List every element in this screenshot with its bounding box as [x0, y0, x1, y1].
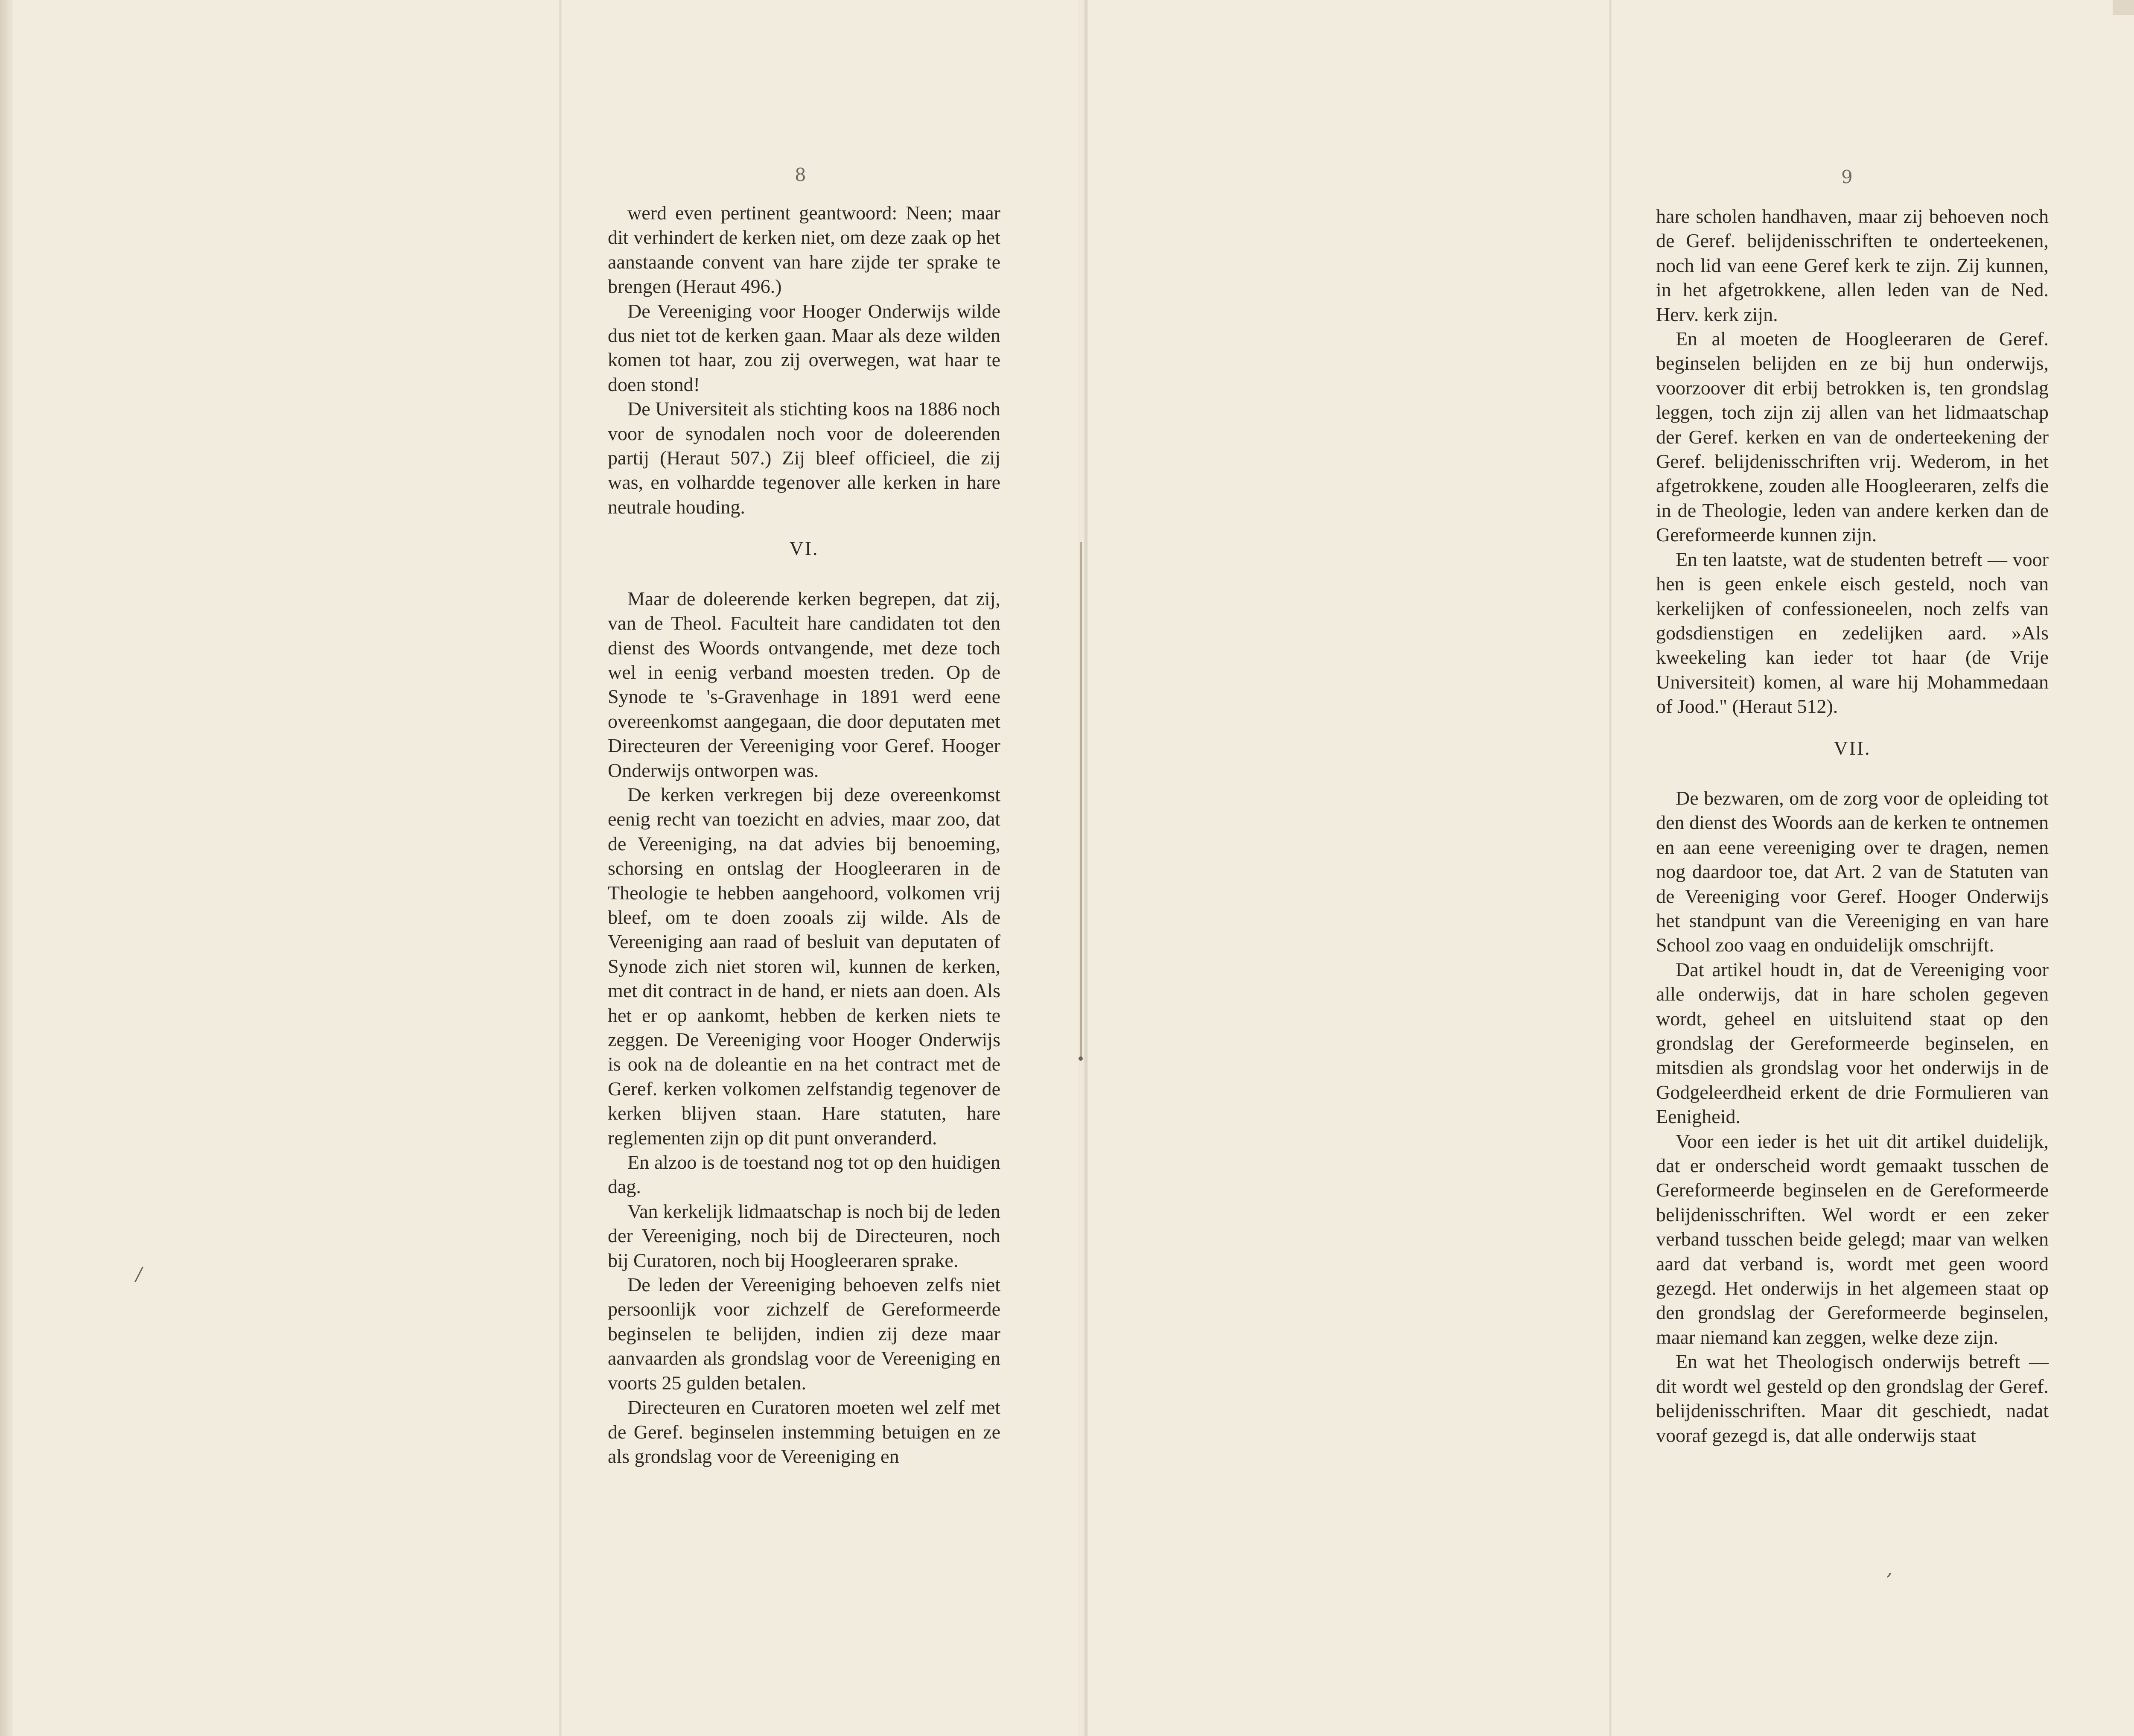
paragraph: Dat artikel houdt in, dat de Vereeniging voor alle onderwijs, dat in hare scholen gegeven wordt, geheel en uitsluitend staat op den grondslag der Gereformeerde beginselen, en mitsdien als grondslag voor het onderwijs in de Godgeleerdheid erkent de drie Formulieren van Eenigheid.	[1656, 958, 2049, 1128]
paragraph: werd even pertinent geantwoord: Neen; maar dit verhindert de kerken niet, om deze zaak op het aanstaande convent van hare zijde ter sprake te brengen (Heraut 496.)	[608, 202, 1000, 298]
page-number-left: 8	[795, 164, 807, 185]
left-page-text	[608, 201, 1000, 1468]
binding-dot	[1079, 1056, 1083, 1061]
paragraph: Maar de doleerende kerken begrepen, dat zij, van de Theol. Faculteit hare candidaten tot den dienst des Woords ontvangende, met deze toch wel in eenig verband moesten treden. Op de Synode te 's-Gravenhage in 1891 werd eene overeenkomst aangegaan, die door deputaten met Directeuren der Vereeniging voor Geref. Hooger Onderwijs ontworpen was.	[608, 587, 1000, 781]
paragraph: De kerken verkregen bij deze overeenkomst eenig recht van toezicht en advies, maar zoo, dat de Vereeniging, na dat advies bij benoeming, schorsing en ontslag der Hoogleeraren in de Theologie te hebben aangehoord, volkomen vrij bleef, om te doen zooals zij wilde. Als de Vereeniging aan raad of besluit van deputaten of Synode zich niet storen wil, kunnen de kerken, met dit contract in de hand, er niets aan doen. Als het er op aankomt, hebben de kerken niets te zeggen. De Vereeniging voor Hooger Onderwijs is ook na de doleantie en na het contract met de Geref. kerken volkomen zelfstandig tegenover de kerken blijven staan. Hare statuten, hare reglementen zijn op dit punt onveranderd.	[608, 783, 1000, 1149]
paragraph: Voor een ieder is het uit dit artikel duidelijk, dat er onderscheid wordt gemaakt tusschen de Gereformeerde beginselen en de Gereformeerde belijdenisschriften. Wel wordt er een zeker verband tusschen beide gelegd; maar van welken aard dat verband is, wordt met geen woord gezegd. Het onderwijs in het algemeen staat op den grondslag der Gereformeerde beginselen, maar niemand kan zeggen, welke deze zijn.	[1656, 1130, 2049, 1348]
section-heading: VII.	[1834, 737, 1871, 759]
paper-fold-3	[1609, 0, 1612, 1736]
page-number-right: 9	[1841, 166, 1854, 187]
paragraph: De Vereeniging voor Hooger Onderwijs wilde dus niet tot de kerken gaan. Maar als deze wilden komen tot haar, zou zij overwegen, wat haar te doen stond!	[608, 300, 1000, 395]
left-paper-edge	[0, 0, 13, 1736]
right-page-text	[1656, 204, 2049, 1447]
paragraph: En al moeten de Hoogleeraren de Geref. beginselen belijden en ze bij hun onderwijs, voorzoover dit erbij betrokken is, ten grondslag leggen, toch zijn zij allen van het lidmaatschap der Geref. kerken en van de onderteekening der Geref. belijdenisschriften vrij. Wederom, in het afgetrokkene, zouden alle Hoogleeraren, zelfs die in de Theologie, leden van andere kerken dan de Gereformeerde kunnen zijn.	[1656, 328, 2049, 546]
paragraph: En wat het Theologisch onderwijs betreft — dit wordt wel gesteld op den grondslag der Geref. belijdenisschriften. Maar dit geschiedt, nadat vooraf gezegd is, dat alle onderwijs staat	[1656, 1351, 2049, 1446]
margin-mark-right: ,	[1886, 1558, 1892, 1580]
paragraph: Van kerkelijk lidmaatschap is noch bij de leden der Vereeniging, noch bij de Directeuren, noch bij Curatoren, noch bij Hoogleeraren sprake.	[608, 1200, 1000, 1271]
section-heading: VI.	[789, 537, 819, 560]
center-gutter	[1084, 0, 1088, 1736]
paragraph: Directeuren en Curatoren moeten wel zelf met de Geref. beginselen instemming betuigen en ze als grondslag voor de Vereeniging en	[608, 1396, 1000, 1467]
paragraph: hare scholen handhaven, maar zij behoeven noch de Geref. belijdenisschriften te onderteekenen, noch lid van eene Geref kerk te zijn. Zij kunnen, in het afgetrokkene, allen leden van de Ned. Herv. kerk zijn.	[1656, 205, 2049, 325]
paragraph: De Universiteit als stichting koos na 1886 noch voor de synodalen noch voor de doleerenden partij (Heraut 507.) Zij bleef officieel, die zij was, en volhardde tegenover alle kerken in hare neutrale houding.	[608, 398, 1000, 518]
margin-mark-left: /	[136, 1263, 142, 1285]
top-right-paper-fold	[2113, 0, 2134, 15]
binding-thread	[1080, 542, 1082, 1059]
paper-fold-1	[559, 0, 562, 1736]
paragraph: De bezwaren, om de zorg voor de opleiding tot den dienst des Woords aan de kerken te ontnemen en aan eene vereeniging over te dragen, nemen nog daardoor toe, dat Art. 2 van de Statuten van de Vereeniging voor Geref. Hooger Onderwijs het standpunt van die Vereeniging en van hare School zoo vaag en onduidelijk omschrijft.	[1656, 787, 2049, 956]
paragraph: En alzoo is de toestand nog tot op den huidigen dag.	[608, 1151, 1000, 1198]
paragraph: En ten laatste, wat de studenten betreft — voor hen is geen enkele eisch gesteld, noch van kerkelijken of confessioneelen, noch zelfs van godsdienstigen en zedelijken aard. »Als kweekeling kan ieder tot haar (de Vrije Universiteit) komen, al ware hij Mohammedaan of Jood." (Heraut 512).	[1656, 548, 2049, 718]
paragraph: De leden der Vereeniging behoeven zelfs niet persoonlijk voor zichzelf de Gereformeerde beginselen te belijden, indien zij deze maar aanvaarden als grondslag voor de Vereeniging en voorts 25 gulden betalen.	[608, 1274, 1000, 1394]
